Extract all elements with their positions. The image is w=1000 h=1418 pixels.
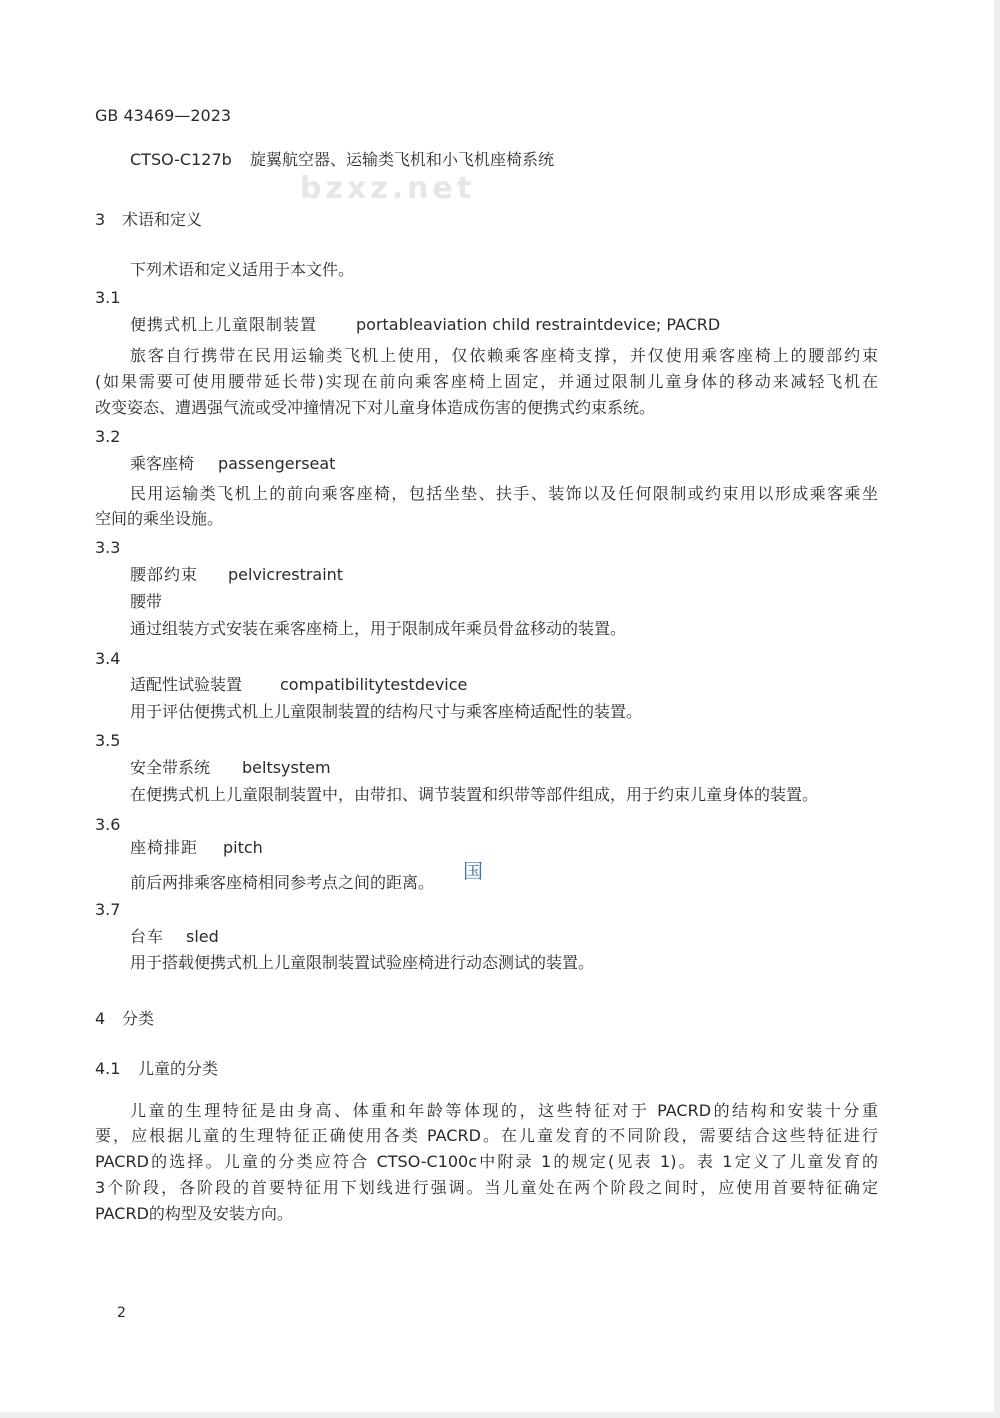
term-number: 3.6 <box>95 815 121 834</box>
section-title: 分类 <box>122 1009 155 1028</box>
page-number: 2 <box>117 1305 126 1321</box>
definition-line: 改变姿态、遭遇强气流或受冲撞情况下对儿童身体造成伤害的便携式约束系统。 <box>95 398 656 417</box>
term-number: 3.1 <box>95 288 121 307</box>
definition-line: 空间的乘坐设施。 <box>95 509 224 528</box>
definition-line: 在便携式机上儿童限制装置中，由带扣、调节装置和织带等部件组成，用于约束儿童身体的装置。 <box>130 785 819 804</box>
ref-title: 旋翼航空器、运输类飞机和小飞机座椅系统 <box>250 150 555 169</box>
term-zh: 座椅排距 <box>130 838 199 857</box>
section-title: 术语和定义 <box>122 210 203 229</box>
term-en: passengerseat <box>218 454 336 473</box>
paragraph-line: 3个阶段，各阶段的首要特征用下划线进行强调。当儿童处在两个阶段之间时，应使用首要特征确定 <box>95 1178 878 1197</box>
definition-line: 用于搭载便携式机上儿童限制装置试验座椅进行动态测试的装置。 <box>130 953 595 972</box>
paragraph-line: PACRD的选择。儿童的分类应符合 CTSO-C100c中附录 1的规定(见表 1)。表 1定义了儿童发育的 <box>95 1152 878 1171</box>
term-en: sled <box>186 927 219 946</box>
term-zh: 适配性试验装置 <box>130 675 243 694</box>
term-number: 3.2 <box>95 427 121 446</box>
term-number: 3.5 <box>95 731 121 750</box>
term-en: compatibilitytestdevice <box>280 675 468 694</box>
definition-line: 旅客自行携带在民用运输类飞机上使用，仅依赖乘客座椅支撑，并仅使用乘客座椅上的腰部约束 <box>130 346 878 365</box>
document-header: GB 43469—2023 <box>95 106 232 125</box>
term-zh: 便携式机上儿童限制装置 <box>130 315 318 334</box>
term-zh: 乘客座椅 <box>130 454 195 473</box>
term-en: pelvicrestraint <box>228 565 344 584</box>
paragraph-line: PACRD的构型及安装方向。 <box>95 1204 293 1223</box>
subsection-number: 4.1 <box>95 1059 121 1078</box>
definition-line: 前后两排乘客座椅相同参考点之间的距离。 <box>130 873 435 892</box>
definition-line: 通过组装方式安装在乘客座椅上，用于限制成年乘员骨盆移动的装置。 <box>130 619 627 638</box>
definition-line: 民用运输类飞机上的前向乘客座椅，包括坐垫、扶手、装饰以及任何限制或约束用以形成乘客乘坐 <box>130 484 878 503</box>
guo-stamp-icon: 国 <box>463 859 483 883</box>
subsection-title: 儿童的分类 <box>138 1059 219 1078</box>
term-en: beltsystem <box>242 758 331 777</box>
definition-line: 用于评估便携式机上儿童限制装置的结构尺寸与乘客座椅适配性的装置。 <box>130 702 643 721</box>
ref-code: CTSO-C127b <box>130 150 232 169</box>
term-zh: 台车 <box>130 927 165 946</box>
term-en: portableaviation child restraintdevice; PACRD <box>356 315 721 334</box>
term-number: 3.7 <box>95 900 121 919</box>
term-number: 3.4 <box>95 649 121 668</box>
section-number: 3 <box>95 210 106 229</box>
section-intro: 下列术语和定义适用于本文件。 <box>130 260 355 279</box>
paragraph-line: 儿童的生理特征是由身高、体重和年龄等体现的，这些特征对于 PACRD的结构和安装十分重 <box>130 1101 878 1120</box>
term-number: 3.3 <box>95 538 121 557</box>
watermark: bzxz.net <box>300 171 476 206</box>
paragraph-line: 要，应根据儿童的生理特征正确使用各类 PACRD。在儿童发育的不同阶段，需要结合这些特征进行 <box>95 1126 878 1145</box>
term-zh: 腰部约束 <box>130 565 199 584</box>
term-zh: 安全带系统 <box>130 758 211 777</box>
definition-line: (如果需要可使用腰带延长带)实现在前向乘客座椅上固定，并通过限制儿童身体的移动来减轻飞机在 <box>95 372 878 391</box>
term-en: pitch <box>223 838 263 857</box>
term-alt: 腰带 <box>130 592 163 611</box>
section-number: 4 <box>95 1009 106 1028</box>
